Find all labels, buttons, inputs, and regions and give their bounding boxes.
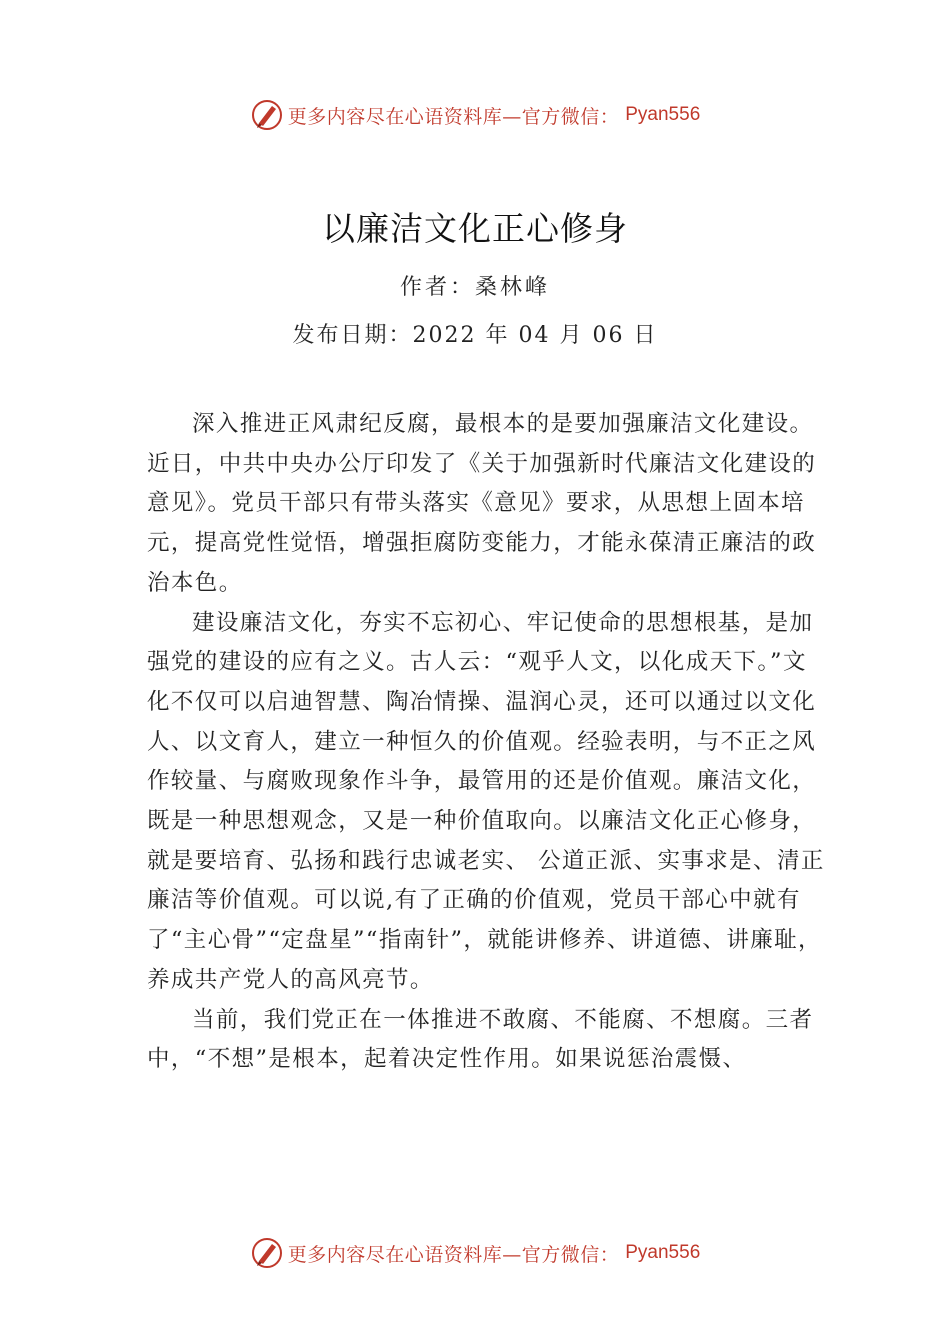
watermark-text: 更多内容尽在心语资料库—官方微信： <box>287 1243 620 1266</box>
article-author: 作者：桑林峰 <box>399 275 550 300</box>
article-date: 发布日期：2022 年 04 月 06 日 <box>292 323 658 348</box>
article-body <box>147 405 827 1080</box>
footer-watermark <box>0 1233 950 1273</box>
paragraph-1: 深入推进正风肃纪反腐，最根本的是要加强廉洁文化建设。近日，中共中央办公厅印发了《关于加强新时代廉洁文化建设的意见》。党员干部只有带头落实《意见》要求，从思想上固本培元，提高党性觉悟，增强拒腐防变能力，才能永葆清正廉洁的政治本色。 <box>147 411 817 596</box>
watermark-wechat-id: Pyan556 <box>625 1242 701 1263</box>
watermark-wechat-id: Pyan556 <box>625 104 701 125</box>
pen-logo-icon <box>250 98 284 132</box>
article-title: 以廉洁文化正心修身 <box>322 209 628 248</box>
paragraph-2: 建设廉洁文化，夯实不忘初心、牢记使命的思想根基，是加强党的建设的应有之义。古人云：“观乎人文，以化成天下。”文化不仅可以启迪智慧、陶冶情操、温润心灵，还可以通过以文化人、以文育人，建立一种恒久的价值观。经验表明，与不正之风作较量、与腐败现象作斗争，最管用的还是价值观。廉洁文化，既是一种思想观念，又是一种价值取向。以廉洁文化正心修身，就是要培育、弘扬和践行忠诚老实、 公道正派、实事求是、清正廉洁等价值观。可以说,有了正确的价值观，党员干部心中就有了“主心骨”“定盘星”“指南针”，就能讲修养、讲道德、讲廉耻，养成共产党人的高风亮节。 <box>147 609 825 993</box>
watermark-text: 更多内容尽在心语资料库—官方微信： <box>287 105 620 128</box>
pen-logo-icon <box>250 1236 284 1270</box>
header-watermark <box>0 95 950 135</box>
paragraph-3: 当前，我们党正在一体推进不敢腐、不能腐、不想腐。三者中，“不想”是根本，起着决定性作用。如果说惩治震慑、 <box>147 1006 814 1073</box>
